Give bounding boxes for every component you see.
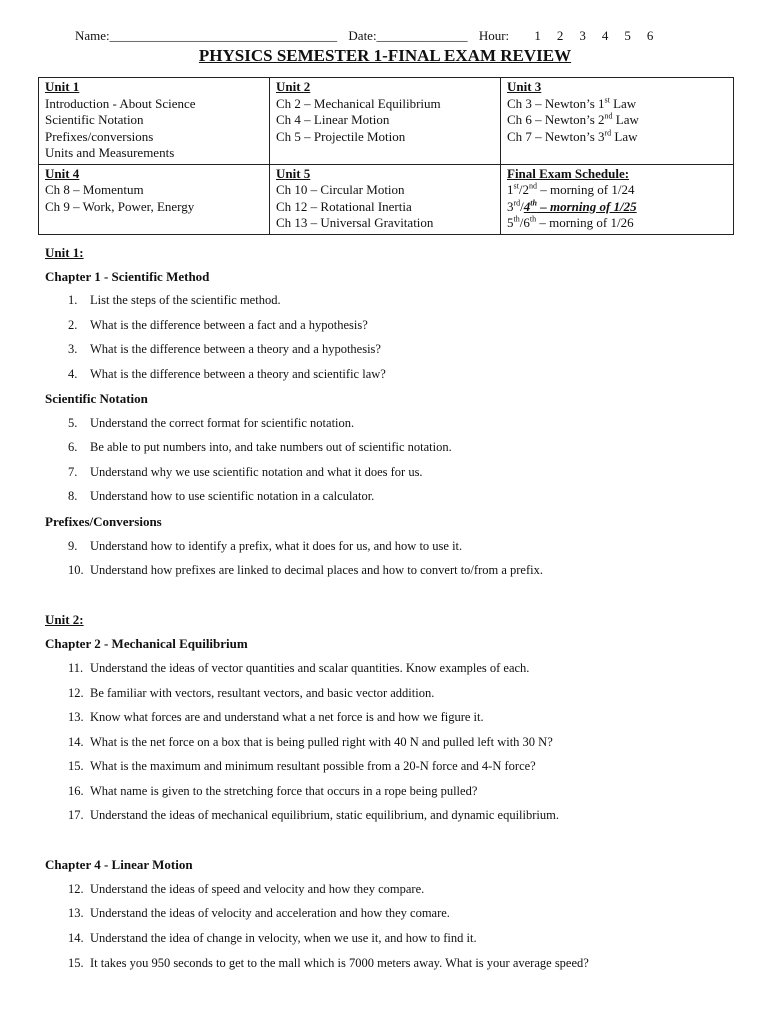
unit5-cell [270,164,501,234]
question-item: 14. What is the net force on a box that is being pulled right with 40 N and pulled left with 30 N? [68,735,553,749]
unit2-section-heading: Unit 2: [45,612,84,627]
exam-schedule-row: 5th/6th – morning of 1/26 [507,214,634,230]
unit1-cell [39,78,270,165]
units-table [38,77,734,235]
unit1-topic: Introduction - About Science [45,95,196,111]
exam-schedule-row: 3rd/4th – morning of 1/25 [507,198,637,214]
unit3-topic: Ch 6 – Newton’s 2nd Law [507,111,639,127]
unit3-topic: Ch 7 – Newton’s 3rd Law [507,128,638,144]
hour-option: 5 [624,28,631,43]
exam-schedule-cell [501,164,734,234]
unit1-section-heading: Unit 1: [45,245,84,260]
unit2-cell [270,78,501,165]
unit5-topic: Ch 10 – Circular Motion [276,182,405,197]
question-item: 3. What is the difference between a theory and a hypothesis? [68,342,381,356]
unit4-topic: Ch 8 – Momentum [45,182,144,197]
units-table-row [39,164,734,234]
question-item: 1. List the steps of the scientific method. [68,293,281,307]
question-item: 13. Know what forces are and understand what a net force is and how we figure it. [68,710,484,724]
exam-schedule-heading: Final Exam Schedule: [507,165,630,181]
units-table-row [39,78,734,165]
unit2-topic: Ch 5 – Projectile Motion [276,128,406,144]
chapter1-heading: Chapter 1 - Scientific Method [45,269,210,284]
hour-option: 1 [534,28,541,43]
hour-option: 4 [601,28,609,43]
question-item: 8. Understand how to use scientific notation in a calculator. [68,489,375,503]
question-item: 17. Understand the ideas of mechanical equilibrium, static equilibrium, and dynamic equilibrium. [68,808,559,822]
unit4-topic: Ch 9 – Work, Power, Energy [45,198,195,214]
exam-schedule-row: 1st/2nd – morning of 1/24 [507,181,635,197]
prefixes-conversions-heading: Prefixes/Conversions [45,514,162,529]
question-item: 13. Understand the ideas of velocity and acceleration and how they comare. [68,906,450,920]
unit3-heading: Unit 3 [507,79,542,94]
header-line [75,28,653,44]
hour-options [512,28,653,44]
hour-option: 6 [646,28,654,43]
hour-field-label: Hour: [478,28,510,43]
name-field-label: Name:___________________________________ [75,28,338,43]
chapter2-heading: Chapter 2 - Mechanical Equilibrium [45,636,248,651]
question-item: 10. Understand how prefixes are linked to decimal places and how to convert to/from a prefix. [68,563,543,577]
unit4-heading: Unit 4 [45,165,80,181]
scientific-notation-heading: Scientific Notation [45,391,148,406]
unit1-heading: Unit 1 [45,79,80,94]
hour-option: 2 [556,28,564,43]
question-item: 12. Understand the ideas of speed and velocity and how they compare. [68,882,425,896]
unit2-topic: Ch 4 – Linear Motion [276,112,390,127]
unit1-topic: Units and Measurements [45,145,175,160]
unit5-topic: Ch 13 – Universal Gravitation [276,215,434,230]
question-item: 14. Understand the idea of change in velocity, when we use it, and how to find it. [68,931,477,945]
question-item: 12. Be familiar with vectors, resultant vectors, and basic vector addition. [68,686,435,700]
unit2-topic: Ch 2 – Mechanical Equilibrium [276,95,441,111]
unit2-heading: Unit 2 [276,79,311,94]
unit5-topic: Ch 12 – Rotational Inertia [276,198,412,214]
unit1-topic: Scientific Notation [45,112,144,127]
unit4-cell [39,164,270,234]
question-item: 15. What is the maximum and minimum resultant possible from a 20-N force and 4-N force? [68,759,536,773]
date-field-label: Date:______________ [348,28,468,43]
question-item: 6. Be able to put numbers into, and take numbers out of scientific notation. [68,440,452,454]
question-item: 4. What is the difference between a theory and scientific law? [68,367,386,381]
page-title: PHYSICS SEMESTER 1-FINAL EXAM REVIEW [198,46,572,65]
question-item: 9. Understand how to identify a prefix, what it does for us, and how to use it. [68,539,463,553]
question-item: 15. It takes you 950 seconds to get to the mall which is 7000 meters away. What is your average speed? [68,956,589,970]
question-item: 2. What is the difference between a fact and a hypothesis? [68,318,368,332]
chapter4-heading: Chapter 4 - Linear Motion [45,857,193,872]
unit3-cell [501,78,734,165]
question-item: 16. What name is given to the stretching force that occurs in a rope being pulled? [68,784,478,798]
unit5-heading: Unit 5 [276,165,311,181]
question-item: 5. Understand the correct format for scientific notation. [68,416,355,430]
unit3-topic: Ch 3 – Newton’s 1st Law [507,95,637,111]
question-item: 7. Understand why we use scientific notation and what it does for us. [68,465,423,479]
unit1-topic: Prefixes/conversions [45,128,154,144]
question-item: 11. Understand the ideas of vector quantities and scalar quantities. Know examples of each. [68,661,530,675]
hour-option: 3 [579,28,586,43]
